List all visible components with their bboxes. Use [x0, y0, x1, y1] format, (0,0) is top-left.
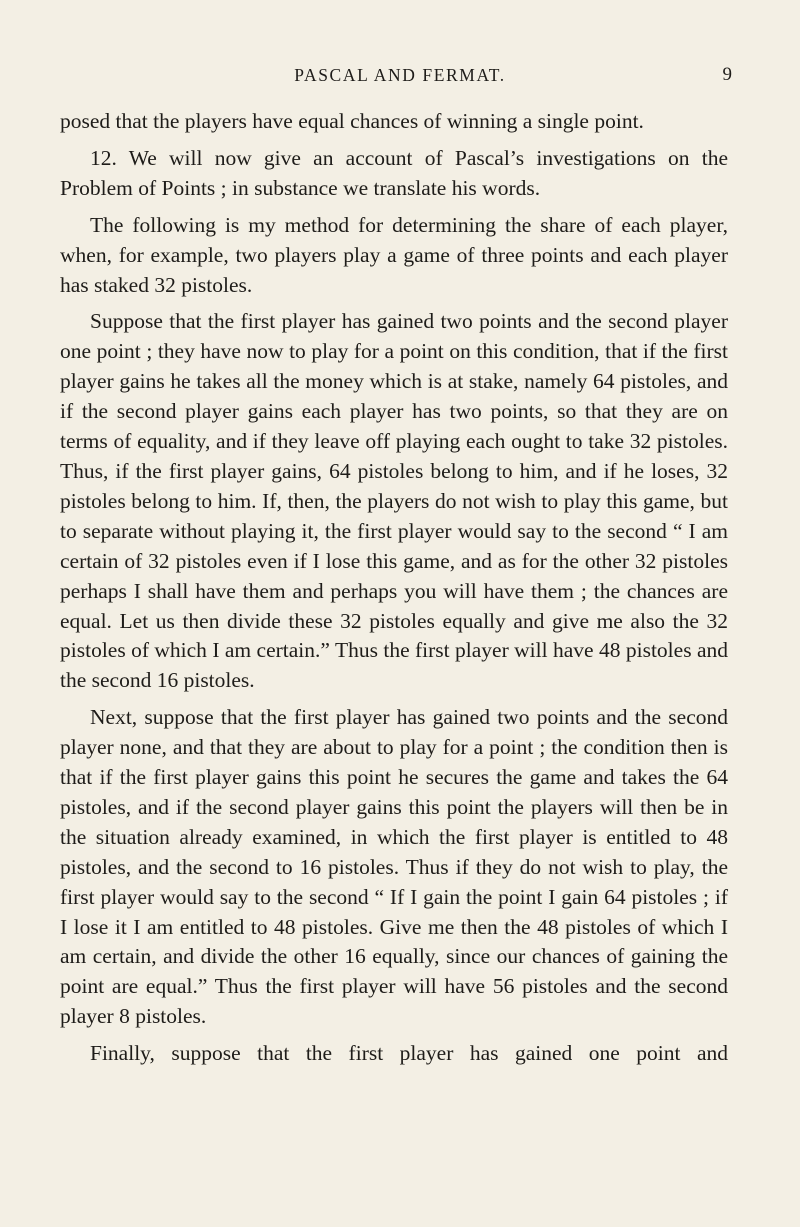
running-head-title: PASCAL AND FERMAT. — [294, 65, 506, 85]
paragraph-method: The following is my method for determining the share of each player, when, for example, two players play a game of three points and each player has staked 32 pistoles. — [60, 212, 728, 297]
paragraph-third-case: Finally, suppose that the first player has gained one point and — [90, 1041, 728, 1066]
paragraph-section-12: 12. We will now give an account of Pascal’s investigations on the Problem of Points ; in substance we translate his words. — [60, 145, 728, 200]
page-body — [60, 107, 728, 1076]
running-head — [0, 60, 800, 90]
paragraph-continuation: posed that the players have equal chances of winning a single point. — [60, 109, 644, 133]
paragraph-second-case: Next, suppose that the first player has gained two points and the second player none, and that they are about to play for a point ; the condition then is that if the first player gains this point he secures the game and takes the 64 pistoles, and if the second player gains this point the players will then be in the situation already examined, in which the first player is entitled to 48 pistoles, and the second to 16 pistoles. Thus if they do not wish to play, the first player would say to the second “ If I gain the point I gain 64 pistoles ; if I lose it I am entitled to 48 pistoles. Give me then the 48 pistoles of which I am certain, and divide the other 16 equally, since our chances of gaining the point are equal.” Thus the first player will have 56 pistoles and the second player 8 pistoles. — [60, 705, 728, 1029]
page-number: 9 — [722, 64, 732, 85]
paragraph-first-case: Suppose that the first player has gained two points and the second player one point ; they have now to play for a point on this condition, that if the first player gains he takes all the money which is at stake, namely 64 pistoles, and if the second player gains each player has two points, so that they are on terms of equality, and if they leave off playing each ought to take 32 pistoles. Thus, if the first player gains, 64 pistoles belong to him, and if he loses, 32 pistoles belong to him. If, then, the players do not wish to play this game, but to separate without playing it, the first player would say to the second “ I am certain of 32 pistoles even if I lose this game, and as for the other 32 pistoles perhaps I shall have them and perhaps you will have them ; the chances are equal. Let us then divide these 32 pistoles equally and give me also the 32 pistoles of which I am certain.” Thus the first player will have 48 pistoles and the second 16 pistoles. — [60, 309, 728, 693]
